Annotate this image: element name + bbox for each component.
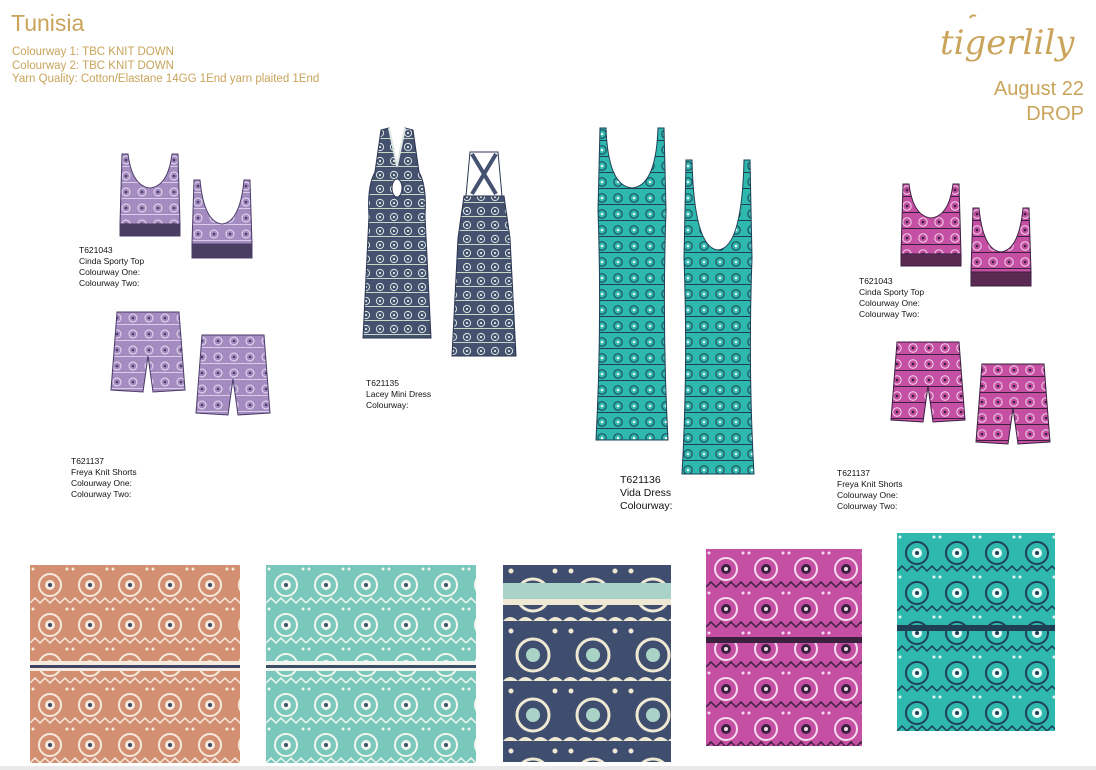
style-name: Freya Knit Shorts [71, 467, 137, 477]
pink-sporty-top-back [969, 206, 1033, 292]
colourway-two: Colourway Two: [71, 489, 132, 499]
vida-dress-label [620, 474, 673, 513]
mini-dress-front [359, 126, 435, 346]
yarn-details [12, 46, 319, 87]
drop-month: August 22 [993, 78, 1084, 100]
drop-label: DROP [1026, 103, 1084, 125]
style-code: T621135 [366, 378, 399, 388]
colourway-1-line: Colourway 1: TBC KNIT DOWN [12, 46, 174, 58]
colourway-two: Colourway Two: [837, 501, 898, 511]
swatch-navy [503, 565, 671, 762]
drop-info [994, 77, 1084, 127]
colourway: Colourway: [366, 400, 409, 410]
style-name: Freya Knit Shorts [837, 479, 903, 489]
lilac-sporty-top-back [190, 178, 254, 264]
pink-shorts-label [837, 468, 903, 512]
style-code: T621136 [620, 474, 661, 486]
pink-shorts-front [889, 340, 967, 426]
swatch-terracotta [30, 565, 240, 763]
pink-top-label [859, 276, 924, 320]
mini-dress-back [446, 148, 522, 364]
style-name: Cinda Sporty Top [859, 287, 925, 297]
vida-dress-back [680, 158, 756, 478]
colourway-one: Colourway One: [837, 490, 898, 500]
yarn-quality-line: Yarn Quality: Cotton/Elastane 14GG 1End yarn plaited 1End [12, 73, 320, 85]
brand-logo [936, 10, 1076, 74]
lilac-shorts-back [194, 333, 272, 419]
colourway-two: Colourway Two: [859, 309, 920, 319]
page-title: Tunisia [11, 10, 85, 36]
swatch-seafoam [266, 565, 476, 763]
colourway-one: Colourway One: [859, 298, 920, 308]
colourway: Colourway: [620, 500, 673, 512]
style-code: T621043 [859, 276, 893, 286]
colourway-one: Colourway One: [71, 478, 132, 488]
style-code: T621043 [79, 245, 113, 255]
colourway-two: Colourway Two: [79, 278, 140, 288]
style-code: T621137 [71, 456, 104, 466]
style-name: Lacey Mini Dress [366, 389, 432, 399]
swatch-magenta [706, 549, 862, 746]
vida-dress-front [594, 126, 670, 444]
brand-wordmark: tigerlily [940, 23, 1075, 63]
lilac-shorts-label [71, 456, 137, 500]
style-name: Cinda Sporty Top [79, 256, 145, 266]
lilac-top-label [79, 245, 144, 289]
logo-flourish-icon [970, 15, 976, 18]
pink-shorts-back [974, 362, 1052, 448]
footer-rule [0, 766, 1096, 770]
pink-sporty-top-front [899, 182, 963, 268]
style-name: Vida Dress [620, 487, 672, 499]
lilac-shorts-front [109, 310, 187, 396]
lilac-sporty-top-front [118, 152, 182, 238]
style-code: T621137 [837, 468, 870, 478]
colourway-one: Colourway One: [79, 267, 140, 277]
swatch-teal [897, 533, 1055, 731]
mini-dress-label [366, 378, 431, 411]
colourway-2-line: Colourway 2: TBC KNIT DOWN [12, 59, 174, 72]
